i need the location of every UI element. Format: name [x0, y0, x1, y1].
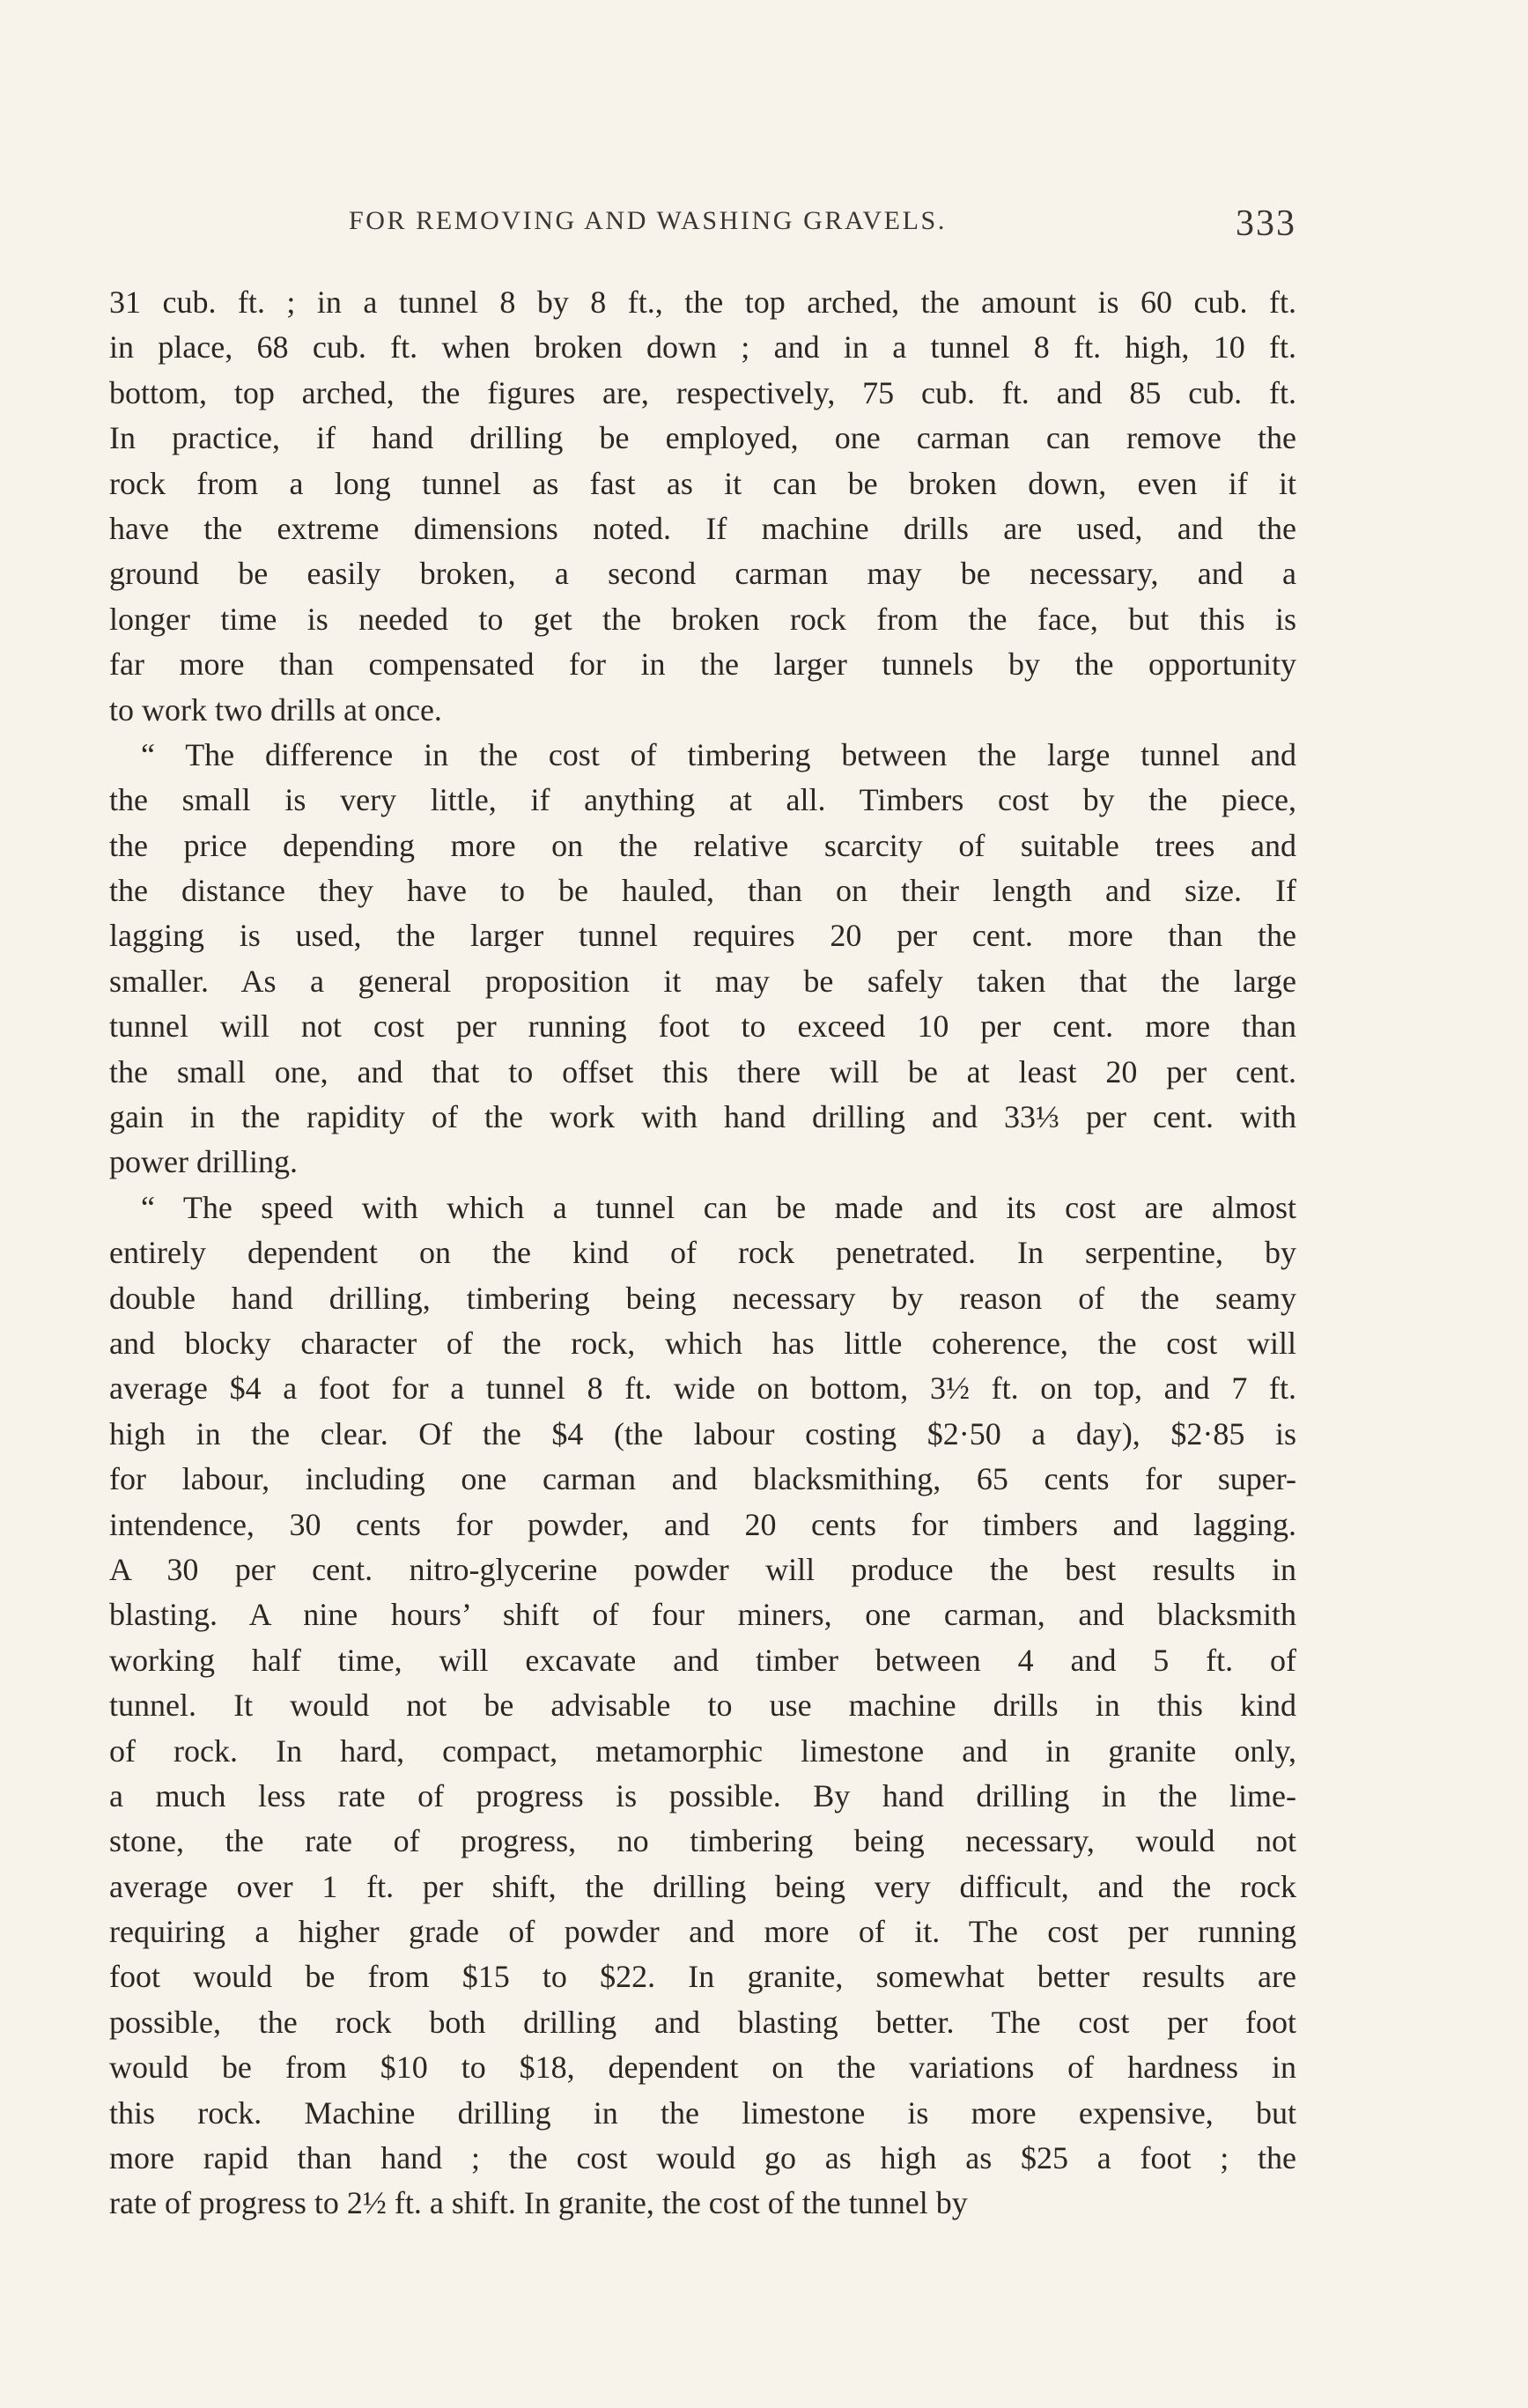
paragraph — [109, 733, 1296, 1186]
text-line: the price depending more on the relative scarcity of suitable trees and — [109, 827, 1296, 863]
paragraph — [109, 280, 1296, 733]
text-line: for labour, including one carman and blacksmithing, 65 cents for super- — [109, 1461, 1296, 1497]
text-line: stone, the rate of progress, no timbering being necessary, would not — [109, 1823, 1296, 1859]
text-line: in place, 68 cub. ft. when broken down ; and in a tunnel 8 ft. high, 10 ft. — [109, 329, 1296, 366]
text-line: intendence, 30 cents for powder, and 20 cents for timbers and lagging. — [109, 1506, 1296, 1542]
running-head — [109, 203, 1296, 255]
text-line: have the extreme dimensions noted. If machine drills are used, and the — [109, 510, 1296, 546]
text-line: entirely dependent on the kind of rock penetrated. In serpentine, by — [109, 1235, 1296, 1271]
text-line: average $4 a foot for a tunnel 8 ft. wide on bottom, 3½ ft. on top, and 7 ft. — [109, 1370, 1296, 1407]
text-line: ground be easily broken, a second carman may be necessary, and a — [109, 556, 1296, 592]
text-line: more rapid than hand ; the cost would go as high as $25 a foot ; the — [109, 2140, 1296, 2176]
text-line: the distance they have to be hauled, than on their length and size. If — [109, 873, 1296, 909]
text-line: of rock. In hard, compact, metamorphic limestone and in granite only, — [109, 1732, 1296, 1769]
text-line: a much less rate of progress is possible. By hand drilling in the lime- — [109, 1777, 1296, 1813]
text-line: bottom, top arched, the figures are, respectively, 75 cub. ft. and 85 cub. ft. — [109, 374, 1296, 410]
body-text — [109, 280, 1296, 2227]
text-line: “ The speed with which a tunnel can be made and its cost are almost — [141, 1189, 1296, 1225]
text-line: 31 cub. ft. ; in a tunnel 8 by 8 ft., the top arched, the amount is 60 cub. ft. — [109, 284, 1296, 320]
text-line: smaller. As a general proposition it may be safely taken that the large — [109, 963, 1296, 999]
paragraph — [109, 1186, 1296, 2227]
text-line: tunnel will not cost per running foot to exceed 10 per cent. more than — [109, 1008, 1296, 1045]
text-line: rate of progress to 2½ ft. a shift. In granite, the cost of the tunnel by — [109, 2185, 968, 2221]
text-line: would be from $10 to $18, dependent on the variations of hardness in — [109, 2050, 1296, 2086]
text-line: the small one, and that to offset this there will be at least 20 per cent. — [109, 1053, 1296, 1090]
text-line: working half time, will excavate and timber between 4 and 5 ft. of — [109, 1642, 1296, 1678]
text-line: to work two drills at once. — [109, 691, 442, 728]
text-line: far more than compensated for in the larger tunnels by the opportunity — [109, 646, 1296, 683]
text-line: In practice, if hand drilling be employed, one carman can remove the — [109, 420, 1296, 456]
text-line: possible, the rock both drilling and blasting better. The cost per foot — [109, 2004, 1296, 2040]
text-line: high in the clear. Of the $4 (the labour costing $2·50 a day), $2·85 is — [109, 1415, 1296, 1451]
text-line: average over 1 ft. per shift, the drilling being very difficult, and the rock — [109, 1868, 1296, 1904]
text-line: power drilling. — [109, 1144, 298, 1180]
text-line: tunnel. It would not be advisable to use machine drills in this kind — [109, 1688, 1296, 1724]
text-line: the small is very little, if anything at all. Timbers cost by the piece, — [109, 782, 1296, 818]
page-number: 333 — [1236, 203, 1296, 244]
text-line: this rock. Machine drilling in the limestone is more expensive, but — [109, 2094, 1296, 2131]
text-line: requiring a higher grade of powder and more of it. The cost per running — [109, 1914, 1296, 1950]
text-line: foot would be from $15 to $22. In granite, somewhat better results are — [109, 1959, 1296, 1995]
text-line: and blocky character of the rock, which has little coherence, the cost will — [109, 1325, 1296, 1361]
text-line: lagging is used, the larger tunnel requires 20 per cent. more than the — [109, 918, 1296, 954]
text-line: double hand drilling, timbering being necessary by reason of the seamy — [109, 1280, 1296, 1316]
text-line: blasting. A nine hours’ shift of four miners, one carman, and blacksmith — [109, 1597, 1296, 1633]
text-line: “ The difference in the cost of timbering between the large tunnel and — [141, 736, 1296, 772]
text-line: longer time is needed to get the broken rock from the face, but this is — [109, 601, 1296, 637]
text-line: A 30 per cent. nitro-glycerine powder will produce the best results in — [109, 1551, 1296, 1587]
text-line: gain in the rapidity of the work with hand drilling and 33⅓ per cent. with — [109, 1099, 1296, 1135]
text-line: rock from a long tunnel as fast as it can be broken down, even if it — [109, 465, 1296, 501]
running-head-title: FOR REMOVING AND WASHING GRAVELS. — [349, 206, 947, 235]
